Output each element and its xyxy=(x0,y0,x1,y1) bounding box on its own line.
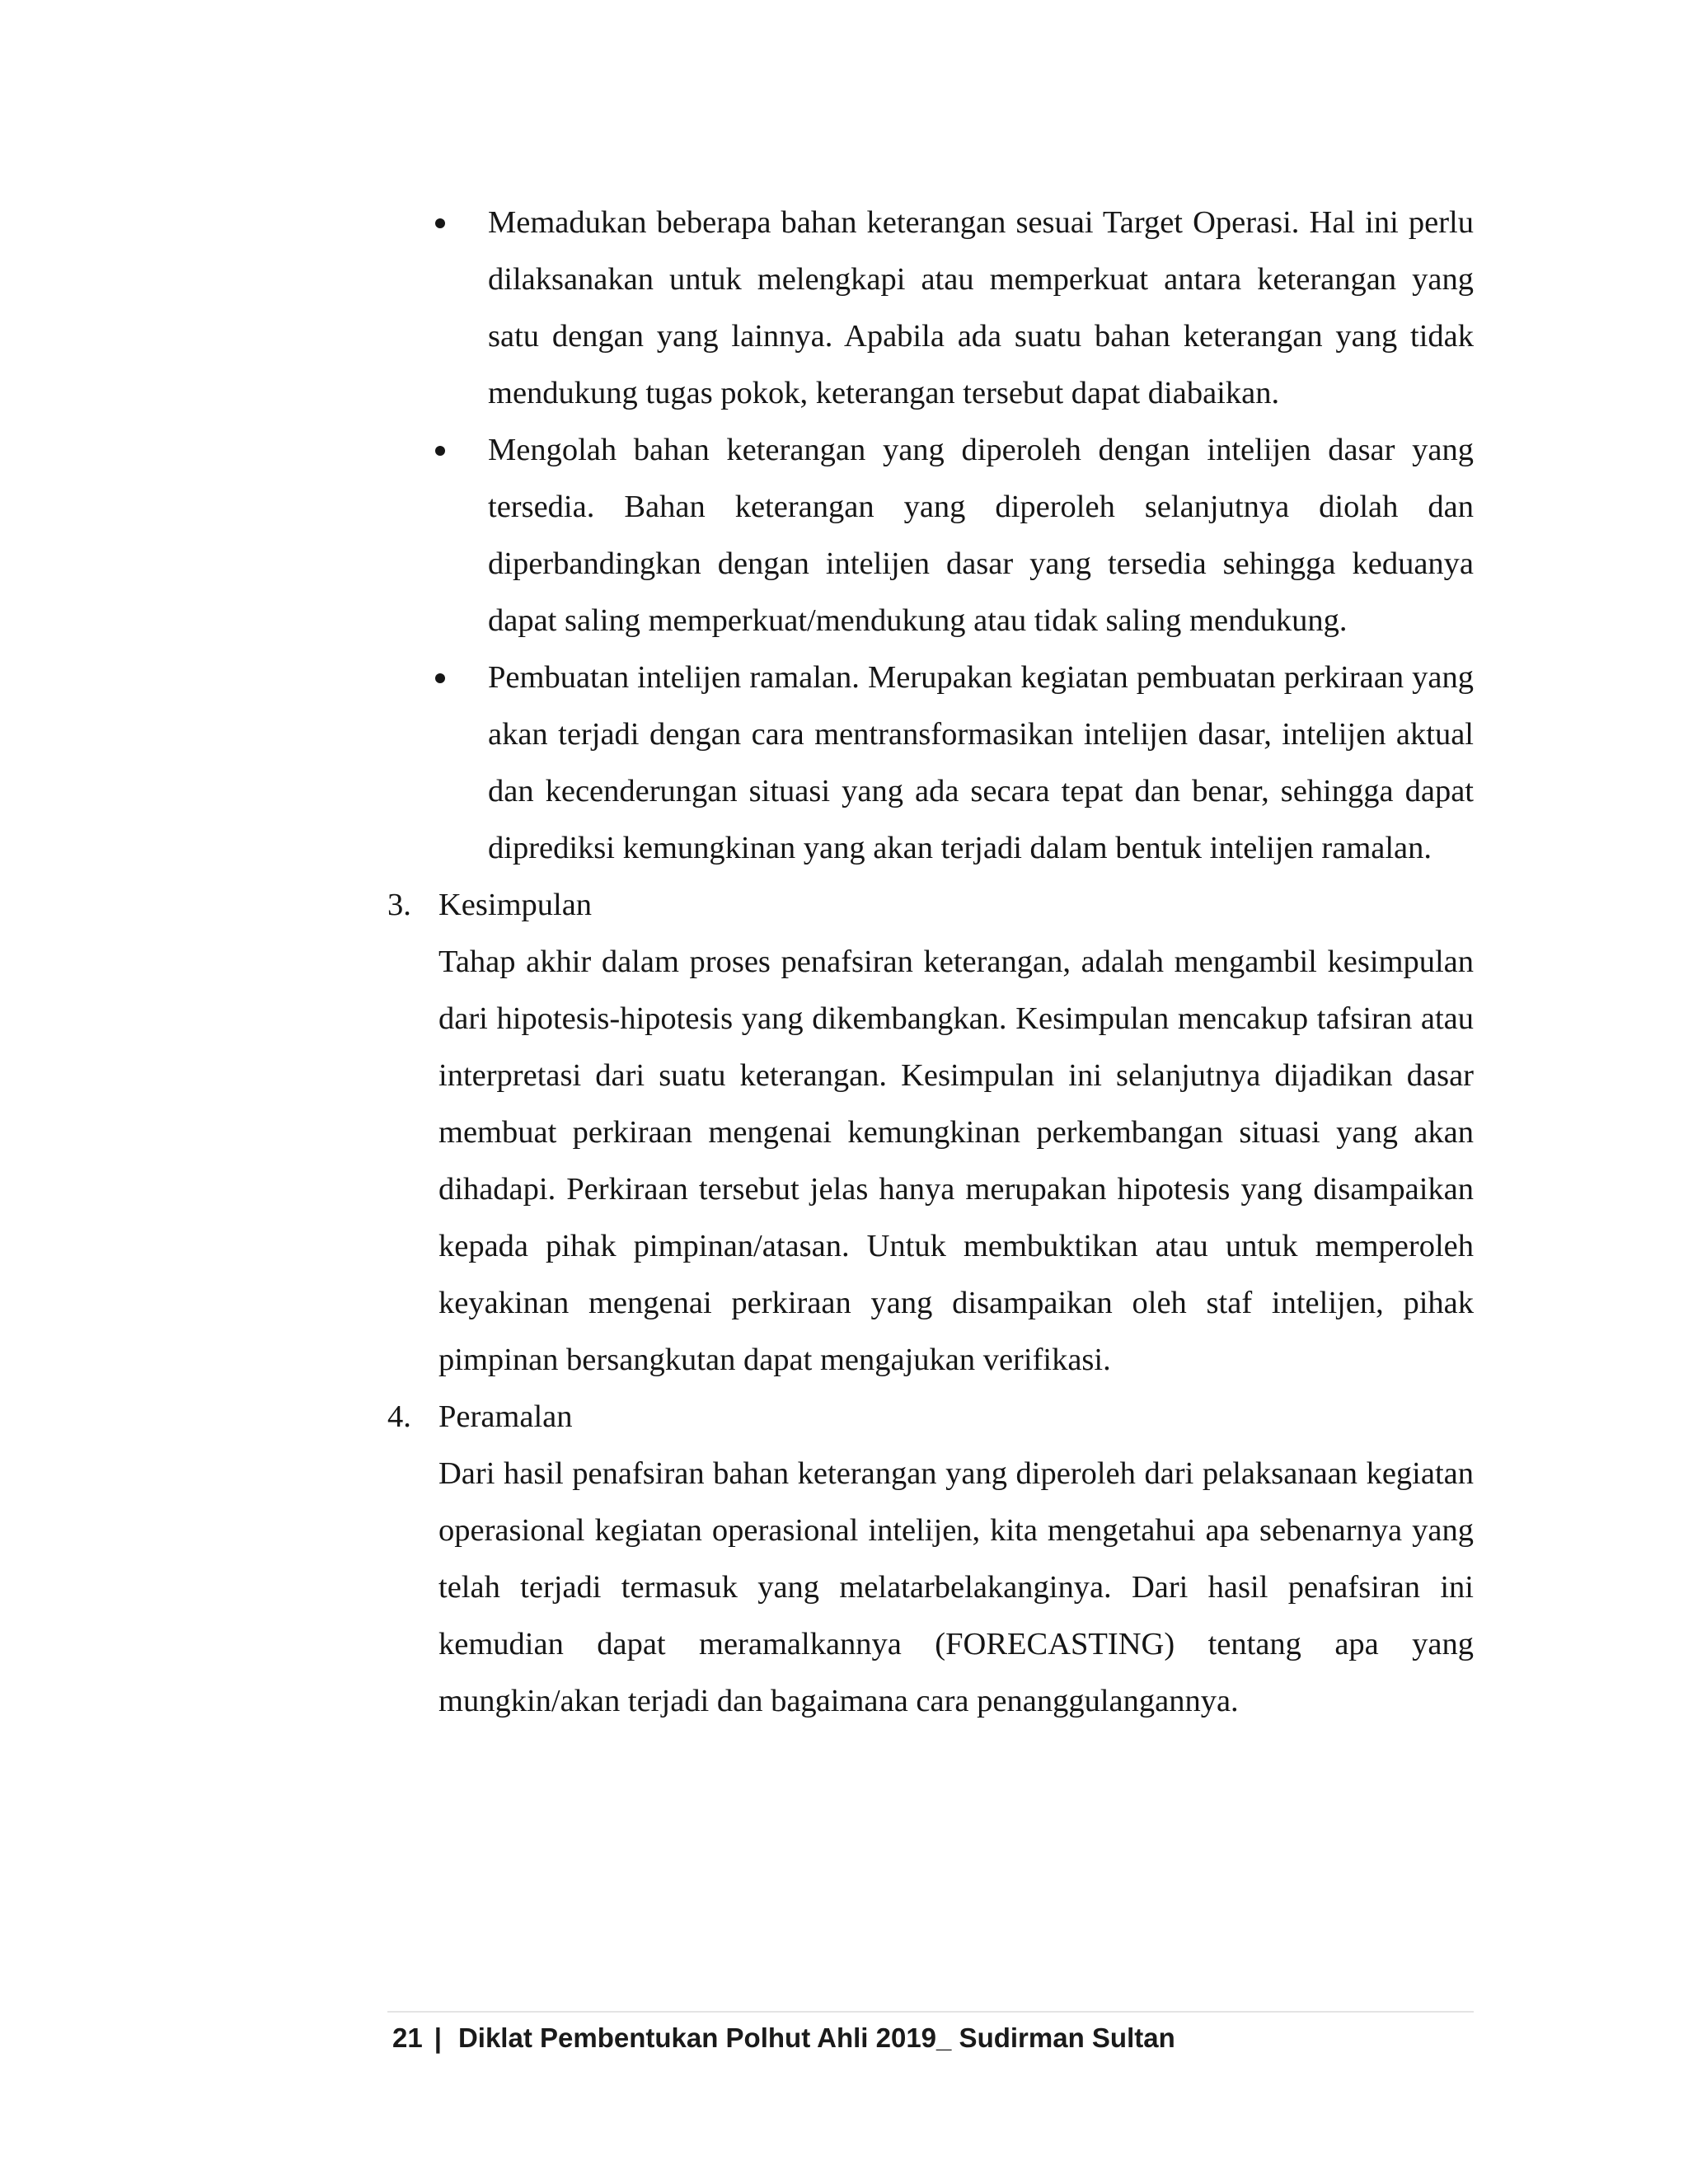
bullet-dot-icon xyxy=(435,446,445,456)
section-title: Kesimpulan xyxy=(438,888,593,922)
section-title: Peramalan xyxy=(438,1399,573,1434)
bullet-text: Memadukan beberapa bahan keterangan sesuai Target Operasi. Hal ini perlu dilaksanakan untuk melengkapi atau memperkuat antara keterangan yang satu dengan yang lainnya. Apabila ada suatu bahan keterangan yang tidak mendukung tugas pokok, keterangan tersebut dapat diabaikan. xyxy=(488,205,1474,410)
bullet-item xyxy=(488,649,1474,877)
bullet-text: Mengolah bahan keterangan yang diperoleh dengan intelijen dasar yang tersedia. Bahan keterangan yang diperoleh selanjutnya diolah dan diperbandingkan dengan intelijen dasar yang tersedia sehingga keduanya dapat saling memperkuat/mendukung atau tidak saling mendukung. xyxy=(488,433,1474,638)
section-number: 4. xyxy=(387,1399,411,1434)
footer-title: Diklat Pembentukan Polhut Ahli 2019_ Sudirman Sultan xyxy=(457,2022,1175,2053)
section-heading xyxy=(387,877,1474,934)
section-body: Tahap akhir dalam proses penafsiran keterangan, adalah mengambil kesimpulan dari hipotesis-hipotesis yang dikembangkan. Kesimpulan mencakup tafsiran atau interpretasi dari suatu keterangan. Kesimpulan ini selanjutnya dijadikan dasar membuat perkiraan mengenai kemungkinan perkembangan situasi yang akan dihadapi. Perkiraan tersebut jelas hanya merupakan hipotesis yang disampaikan kepada pihak pimpinan/atasan. Untuk membuktikan atau untuk memperoleh keyakinan mengenai perkiraan yang disampaikan oleh staf intelijen, pihak pimpinan bersangkutan dapat mengajukan verifikasi. xyxy=(438,944,1474,1377)
bullet-list xyxy=(387,194,1474,877)
section-body: Dari hasil penafsiran bahan keterangan yang diperoleh dari pelaksanaan kegiatan operasional kegiatan operasional intelijen, kita mengetahui apa sebenarnya yang telah terjadi termasuk yang melatarbelakanginya. Dari hasil penafsiran ini kemudian dapat meramalkannya (FORECASTING) tentang apa yang mungkin/akan terjadi dan bagaimana cara penanggulangannya. xyxy=(438,1456,1474,1718)
page-content xyxy=(387,194,1474,1730)
section-heading xyxy=(387,1389,1474,1446)
bullet-item xyxy=(488,194,1474,422)
footer-divider xyxy=(387,2011,1474,2013)
bullet-dot-icon xyxy=(435,218,445,228)
footer-page-number: 21 xyxy=(392,2022,423,2053)
section-kesimpulan xyxy=(387,877,1474,1389)
bullet-text: Pembuatan intelijen ramalan. Merupakan kegiatan pembuatan perkiraan yang akan terjadi dengan cara mentransformasikan intelijen dasar, intelijen aktual dan kecenderungan situasi yang ada secara tepat dan benar, sehingga dapat diprediksi kemungkinan yang akan terjadi dalam bentuk intelijen ramalan. xyxy=(488,660,1474,865)
bullet-item xyxy=(488,422,1474,649)
bullet-dot-icon xyxy=(435,673,445,683)
section-peramalan xyxy=(387,1389,1474,1730)
page-footer xyxy=(392,2020,1175,2056)
section-number: 3. xyxy=(387,888,411,922)
footer-separator: | xyxy=(434,2022,442,2053)
